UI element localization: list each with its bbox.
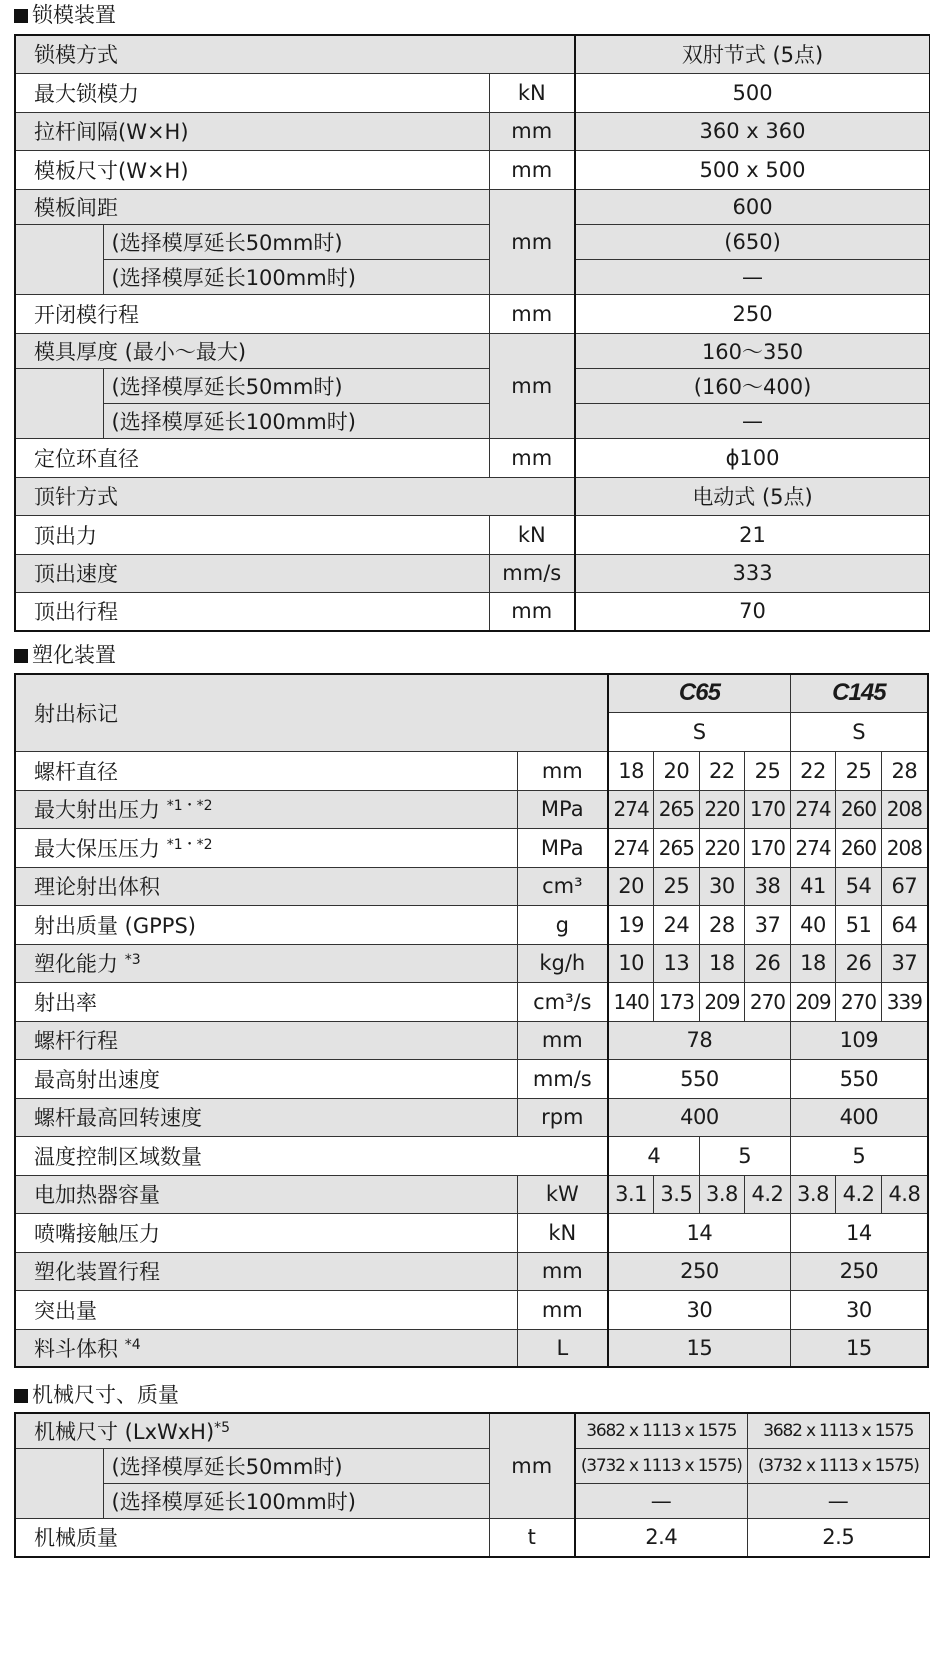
platen-unit: mm — [489, 150, 575, 189]
screw-stroke-unit: mm — [517, 1021, 608, 1059]
daylight-label: 模板间距 — [15, 189, 489, 224]
daylight-opt100-label: (选择模厚延长100mm时) — [103, 259, 489, 294]
spec-value: 270 — [836, 982, 882, 1021]
heater-value: 4.2 — [745, 1175, 791, 1213]
machine-weight-c145: 2.5 — [747, 1518, 930, 1557]
ejector-method-label: 顶针方式 — [15, 477, 575, 515]
table-row — [15, 828, 928, 867]
spec-unit: cm³/s — [517, 982, 608, 1021]
spec-value: 22 — [699, 751, 745, 790]
spec-value: 54 — [836, 867, 882, 905]
table-row — [15, 790, 928, 828]
machine-dims-unit: mm — [489, 1448, 575, 1483]
temp-zones-c65-b: 5 — [699, 1136, 790, 1175]
spec-label: 理论射出体积 — [15, 867, 517, 905]
footnote-mark: *1・*2 — [166, 836, 213, 853]
spec-value: 260 — [836, 828, 882, 867]
spec-value: 220 — [699, 790, 745, 828]
unit-stroke-c65: 250 — [608, 1252, 790, 1290]
spec-label: 射出质量 (GPPS) — [15, 905, 517, 944]
ejector-force-unit: kN — [489, 515, 575, 554]
spec-value: 170 — [745, 828, 791, 867]
protrusion-c145: 30 — [790, 1290, 928, 1329]
machine-opt100-label: (选择模厚延长100mm时) — [103, 1483, 489, 1518]
section-title-machine: 机械尺寸、质量 — [14, 1382, 179, 1408]
spec-value: 25 — [654, 867, 700, 905]
hopper-label: 料斗体积 $^{*4}$ — [15, 1329, 517, 1367]
protrusion-label: 突出量 — [15, 1290, 517, 1329]
spec-value: 25 — [745, 751, 791, 790]
nozzle-force-c145: 14 — [790, 1213, 928, 1252]
spec-value: 209 — [790, 982, 836, 1021]
heater-unit: kW — [517, 1175, 608, 1213]
protrusion-c65: 30 — [608, 1290, 790, 1329]
unit-stroke-label: 塑化装置行程 — [15, 1252, 517, 1290]
machine-weight-unit: t — [489, 1518, 575, 1557]
spec-value: 67 — [881, 867, 928, 905]
locating-ring-value: ϕ100 — [575, 438, 930, 477]
mold-thickness-opt100-value: — — [575, 403, 930, 438]
spec-value: 140 — [608, 982, 654, 1021]
tiebar-unit: mm — [489, 112, 575, 150]
spec-value: 274 — [608, 828, 654, 867]
tiebar-value: 360 x 360 — [575, 112, 930, 150]
ejector-speed-unit: mm/s — [489, 554, 575, 592]
open-stroke-unit: mm — [489, 294, 575, 333]
table-row — [15, 751, 928, 790]
spec-value: 20 — [608, 867, 654, 905]
machine-opt50-c145: (3732 x 1113 x 1575) — [747, 1448, 930, 1483]
spec-value: 265 — [654, 790, 700, 828]
model-c145: C145 — [832, 679, 886, 707]
daylight-opt100-value: — — [575, 259, 930, 294]
ejector-force-value: 21 — [575, 515, 930, 554]
spec-value: 64 — [881, 905, 928, 944]
spec-value: 265 — [654, 828, 700, 867]
spec-value: 26 — [745, 944, 791, 982]
heater-label: 电加热器容量 — [15, 1175, 517, 1213]
ejector-stroke-unit: mm — [489, 592, 575, 631]
spec-value: 339 — [881, 982, 928, 1021]
daylight-opt50-value: (650) — [575, 224, 930, 259]
clamp-method-value: 双肘节式 (5点) — [575, 35, 930, 73]
spec-value: 41 — [790, 867, 836, 905]
ejector-stroke-value: 70 — [575, 592, 930, 631]
spec-value: 208 — [881, 828, 928, 867]
injection-mark-label: 射出标记 — [15, 674, 608, 751]
table-row — [15, 905, 928, 944]
machine-dims-c65: 3682 x 1113 x 1575 — [575, 1413, 747, 1448]
spec-value: 220 — [699, 828, 745, 867]
spec-value: 37 — [745, 905, 791, 944]
spec-unit: g — [517, 905, 608, 944]
spec-value: 274 — [608, 790, 654, 828]
mold-thickness-label: 模具厚度 (最小～最大) — [15, 333, 489, 368]
spec-value: 20 — [654, 751, 700, 790]
screw-type-c65: S — [608, 712, 790, 751]
machine-opt50-label: (选择模厚延长50mm时) — [103, 1448, 489, 1483]
spec-value: 270 — [745, 982, 791, 1021]
spec-label: 最大射出压力 $^{*1・*2}$ — [15, 790, 517, 828]
hopper-c65: 15 — [608, 1329, 790, 1367]
heater-value: 3.8 — [699, 1175, 745, 1213]
spec-value: 208 — [881, 790, 928, 828]
heater-value: 4.8 — [881, 1175, 928, 1213]
heater-value: 4.2 — [836, 1175, 882, 1213]
spec-value: 13 — [654, 944, 700, 982]
unit-stroke-c145: 250 — [790, 1252, 928, 1290]
max-speed-unit: mm/s — [517, 1059, 608, 1098]
max-speed-c145: 550 — [790, 1059, 928, 1098]
spec-value: 260 — [836, 790, 882, 828]
spec-unit: MPa — [517, 790, 608, 828]
machine-table — [14, 1412, 930, 1558]
spec-label: 射出率 — [15, 982, 517, 1021]
spec-value: 170 — [745, 790, 791, 828]
spec-value: 28 — [881, 751, 928, 790]
spec-value: 25 — [836, 751, 882, 790]
table-row — [15, 944, 928, 982]
daylight-opt50-label: (选择模厚延长50mm时) — [103, 224, 489, 259]
spec-unit: mm — [517, 751, 608, 790]
machine-weight-c65: 2.4 — [575, 1518, 747, 1557]
temp-zones-c65-a: 4 — [608, 1136, 699, 1175]
spec-value: 274 — [790, 790, 836, 828]
mold-thickness-value: 160～350 — [575, 333, 930, 368]
max-rpm-unit: rpm — [517, 1098, 608, 1136]
spec-value: 40 — [790, 905, 836, 944]
heater-value: 3.8 — [790, 1175, 836, 1213]
nozzle-force-unit: kN — [517, 1213, 608, 1252]
square-bullet-icon — [14, 9, 28, 23]
max-rpm-label: 螺杆最高回转速度 — [15, 1098, 517, 1136]
spec-value: 37 — [881, 944, 928, 982]
temp-zones-label: 温度控制区域数量 — [15, 1136, 608, 1175]
spec-label: 螺杆直径 — [15, 751, 517, 790]
open-stroke-value: 250 — [575, 294, 930, 333]
spec-value: 274 — [790, 828, 836, 867]
max-clamp-force-label: 最大锁模力 — [15, 73, 489, 112]
screw-stroke-c65: 78 — [608, 1021, 790, 1059]
ejector-force-label: 顶出力 — [15, 515, 489, 554]
machine-dims-c145: 3682 x 1113 x 1575 — [747, 1413, 930, 1448]
machine-opt100-c65: — — [575, 1483, 747, 1518]
spec-value: 26 — [836, 944, 882, 982]
machine-dims-label: 机械尺寸 (LxWxH)$^{*5}$ — [15, 1413, 489, 1448]
max-speed-c65: 550 — [608, 1059, 790, 1098]
table-row — [15, 982, 928, 1021]
locating-ring-unit: mm — [489, 438, 575, 477]
footnote-mark: *1・*2 — [166, 798, 213, 814]
spec-label: 最大保压压力 $^{*1・*2}$ — [15, 828, 517, 867]
spec-value: 10 — [608, 944, 654, 982]
max-rpm-c65: 400 — [608, 1098, 790, 1136]
table-row — [15, 867, 928, 905]
locating-ring-label: 定位环直径 — [15, 438, 489, 477]
model-c65: C65 — [678, 679, 720, 707]
section-title-injection: 塑化装置 — [14, 642, 116, 668]
spec-value: 173 — [654, 982, 700, 1021]
spec-value: 38 — [745, 867, 791, 905]
heater-value: 3.1 — [608, 1175, 654, 1213]
max-speed-label: 最高射出速度 — [15, 1059, 517, 1098]
spec-value: 28 — [699, 905, 745, 944]
spec-value: 209 — [699, 982, 745, 1021]
footnote-mark: *3 — [124, 952, 141, 968]
nozzle-force-c65: 14 — [608, 1213, 790, 1252]
open-stroke-label: 开闭模行程 — [15, 294, 489, 333]
spec-unit: MPa — [517, 828, 608, 867]
screw-stroke-c145: 109 — [790, 1021, 928, 1059]
section-title-clamp: 锁模装置 — [14, 2, 116, 28]
spec-label: 塑化能力 $^{*3}$ — [15, 944, 517, 982]
spec-value: 19 — [608, 905, 654, 944]
spec-value: 18 — [699, 944, 745, 982]
mold-thickness-opt50-value: (160～400) — [575, 368, 930, 403]
max-rpm-c145: 400 — [790, 1098, 928, 1136]
ejector-stroke-label: 顶出行程 — [15, 592, 489, 631]
unit-stroke-unit: mm — [517, 1252, 608, 1290]
nozzle-force-label: 喷嘴接触压力 — [15, 1213, 517, 1252]
platen-label: 模板尺寸(W×H) — [15, 150, 489, 189]
ejector-speed-value: 333 — [575, 554, 930, 592]
max-clamp-force-unit: kN — [489, 73, 575, 112]
spec-value: 51 — [836, 905, 882, 944]
heater-value: 3.5 — [654, 1175, 700, 1213]
screw-stroke-label: 螺杆行程 — [15, 1021, 517, 1059]
ejector-speed-label: 顶出速度 — [15, 554, 489, 592]
mold-thickness-opt50-label: (选择模厚延长50mm时) — [103, 368, 489, 403]
machine-opt50-c65: (3732 x 1113 x 1575) — [575, 1448, 747, 1483]
hopper-footnote: *4 — [124, 1336, 141, 1353]
protrusion-unit: mm — [517, 1290, 608, 1329]
spec-unit: cm³ — [517, 867, 608, 905]
mold-thickness-unit: mm — [489, 368, 575, 403]
spec-value: 18 — [608, 751, 654, 790]
mold-thickness-opt100-label: (选择模厚延长100mm时) — [103, 403, 489, 438]
daylight-value: 600 — [575, 189, 930, 224]
spec-unit: kg/h — [517, 944, 608, 982]
ejector-method-value: 电动式 (5点) — [575, 477, 930, 515]
spec-value: 24 — [654, 905, 700, 944]
spec-value: 18 — [790, 944, 836, 982]
screw-type-c145: S — [790, 712, 928, 751]
machine-weight-label: 机械质量 — [15, 1518, 489, 1557]
hopper-c145: 15 — [790, 1329, 928, 1367]
daylight-unit: mm — [489, 224, 575, 259]
clamp-method-label: 锁模方式 — [15, 35, 575, 73]
square-bullet-icon — [14, 649, 28, 663]
platen-value: 500 x 500 — [575, 150, 930, 189]
max-clamp-force-value: 500 — [575, 73, 930, 112]
square-bullet-icon — [14, 1389, 28, 1403]
temp-zones-c145: 5 — [790, 1136, 928, 1175]
hopper-unit: L — [517, 1329, 608, 1367]
injection-table — [14, 673, 929, 1368]
tiebar-label: 拉杆间隔(W×H) — [15, 112, 489, 150]
machine-dims-footnote: *5 — [214, 1419, 231, 1436]
spec-value: 22 — [790, 751, 836, 790]
machine-opt100-c145: — — [747, 1483, 930, 1518]
spec-value: 30 — [699, 867, 745, 905]
clamp-table — [14, 34, 930, 632]
